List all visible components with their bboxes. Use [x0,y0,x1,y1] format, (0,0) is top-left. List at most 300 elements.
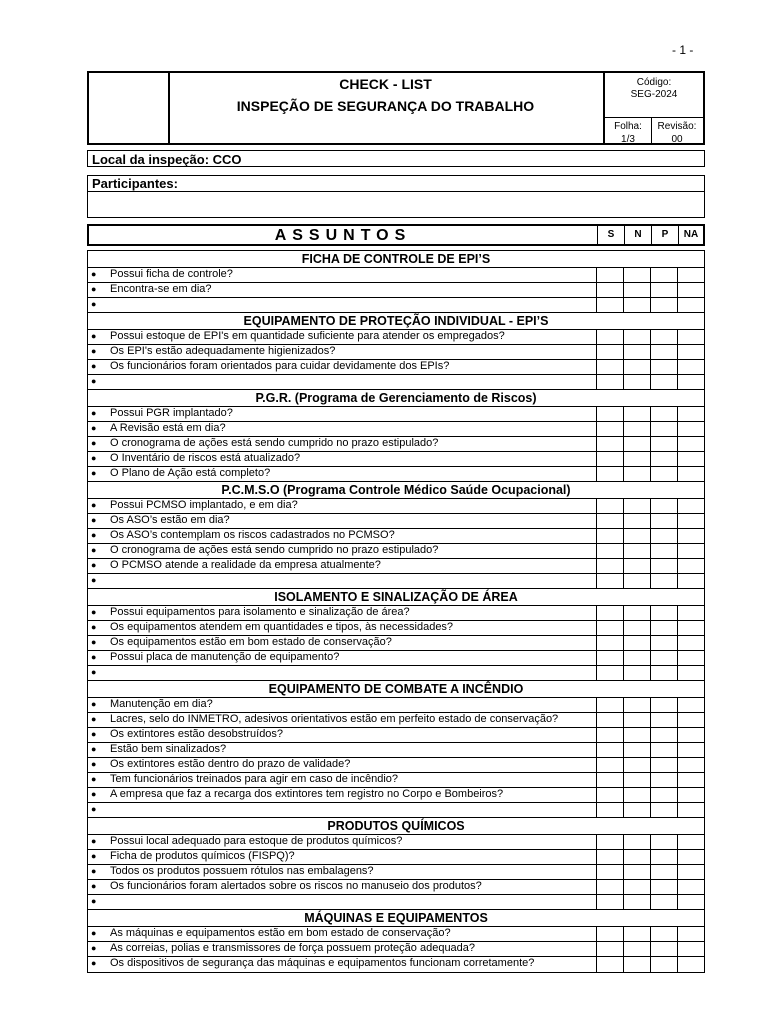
answer-cell-p[interactable] [650,452,677,466]
checklist-row [88,957,704,972]
answer-cell-p[interactable] [650,283,677,297]
answer-cell-n[interactable] [623,360,650,374]
answer-cell-p[interactable] [650,803,677,817]
answer-cell-na[interactable] [677,850,704,864]
checklist-row [88,865,704,880]
checklist-question: O PCMSO atende a realidade da empresa atualmente? [110,559,381,571]
answer-cell-p[interactable] [650,621,677,635]
section-header [88,589,704,606]
codigo-label: Código: [636,77,672,88]
bullet-icon: ● [91,331,97,341]
checklist-question: Os ASO’s estão em dia? [110,514,230,526]
bullet-icon: ● [91,943,97,953]
checklist-row [88,942,704,957]
answer-cell-n[interactable] [623,298,650,312]
checklist-question: Encontra-se em dia? [110,283,212,295]
checklist-question: O Inventário de riscos está atualizado? [110,452,301,464]
answer-cell-p[interactable] [650,636,677,650]
bullet-icon: ● [91,361,97,371]
assuntos-title: ASSUNTOS [274,227,412,244]
answer-cell-na[interactable] [677,651,704,665]
answer-cell-s[interactable] [596,621,623,635]
answer-cell-n[interactable] [623,621,650,635]
answer-cell-n[interactable] [623,728,650,742]
bullet-icon: ● [91,851,97,861]
checklist-question: Os funcionários foram orientados para cuidar devidamente dos EPIs? [110,360,450,372]
bullet-icon: ● [91,759,97,769]
answer-cell-n[interactable] [623,651,650,665]
checklist-question: O cronograma de ações está sendo cumprido no prazo estipulado? [110,544,439,556]
answer-cell-s[interactable] [596,407,623,421]
checklist-row [88,452,704,467]
answer-cell-n[interactable] [623,529,650,543]
answer-cell-p[interactable] [650,514,677,528]
bullet-icon: ● [91,423,97,433]
answer-cell-s[interactable] [596,927,623,941]
answer-cell-na[interactable] [677,330,704,344]
answer-cell-na[interactable] [677,698,704,712]
bullet-icon: ● [91,866,97,876]
answer-cell-na[interactable] [677,666,704,680]
section-title: FICHA DE CONTROLE DE EPI’S [301,252,491,266]
column-header-p: P [651,226,678,244]
checklist-row [88,621,704,636]
answer-cell-n[interactable] [623,850,650,864]
section-header [88,482,704,499]
checklist-question: Os extintores estão dentro do prazo de validade? [110,758,351,770]
answer-cell-s[interactable] [596,803,623,817]
answer-cell-p[interactable] [650,957,677,972]
checklist-question: Os ASO’s contemplam os riscos cadastrados no PCMSO? [110,529,395,541]
assuntos-header [87,224,705,246]
bullet-icon: ● [91,530,97,540]
answer-cell-p[interactable] [650,544,677,558]
title-line-2: INSPEÇÃO DE SEGURANÇA DO TRABALHO [236,98,535,114]
document-meta [603,73,703,143]
checklist-table [87,250,705,973]
checklist-question: As máquinas e equipamentos estão em bom estado de conservação? [110,927,451,939]
bullet-icon: ● [91,453,97,463]
bullet-icon: ● [91,652,97,662]
bullet-icon: ● [91,545,97,555]
checklist-row [88,758,704,773]
answer-cell-n[interactable] [623,835,650,849]
checklist-question: O Plano de Ação está completo? [110,467,271,479]
checklist-row [88,666,704,681]
checklist-question: Todos os produtos possuem rótulos nas embalagens? [110,865,374,877]
checklist-row [88,728,704,743]
checklist-question: As correias, polias e transmissores de força possuem proteção adequada? [110,942,476,954]
checklist-question: Os dispositivos de segurança das máquinas e equipamentos funcionam corretamente? [110,957,535,969]
answer-cell-n[interactable] [623,559,650,573]
answer-cell-s[interactable] [596,850,623,864]
answer-cell-n[interactable] [623,574,650,588]
section-header [88,818,704,835]
bullet-icon: ● [91,804,97,814]
checklist-row [88,407,704,422]
answer-cell-p[interactable] [650,422,677,436]
document-header [87,71,705,145]
answer-cell-na[interactable] [677,621,704,635]
checklist-row [88,788,704,803]
answer-cell-p[interactable] [650,835,677,849]
checklist-row [88,880,704,895]
answer-cell-n[interactable] [623,544,650,558]
title-line-1: CHECK - LIST [339,76,432,92]
answer-cell-na[interactable] [677,268,704,282]
answer-cell-s[interactable] [596,437,623,451]
bullet-icon: ● [91,729,97,739]
answer-cell-n[interactable] [623,743,650,757]
section-header [88,910,704,927]
checklist-row [88,606,704,621]
bullet-icon: ● [91,346,97,356]
answer-cell-s[interactable] [596,728,623,742]
bullet-icon: ● [91,607,97,617]
answer-cell-na[interactable] [677,773,704,787]
answer-cell-na[interactable] [677,713,704,727]
answer-cell-p[interactable] [650,880,677,894]
answer-cell-na[interactable] [677,559,704,573]
answer-cell-p[interactable] [650,268,677,282]
answer-cell-n[interactable] [623,788,650,802]
checklist-row [88,529,704,544]
section-title: MÁQUINAS E EQUIPAMENTOS [304,911,488,925]
checklist-question: Os equipamentos estão em bom estado de conservação? [110,636,392,648]
answer-cell-p[interactable] [650,788,677,802]
answer-cell-n[interactable] [623,283,650,297]
answer-cell-na[interactable] [677,467,704,481]
answer-cell-s[interactable] [596,606,623,620]
bullet-icon: ● [91,958,97,968]
answer-cell-p[interactable] [650,437,677,451]
answer-cell-s[interactable] [596,743,623,757]
section-title: P.G.R. (Programa de Gerenciamento de Riscos) [255,391,537,405]
checklist-row [88,636,704,651]
answer-cell-s[interactable] [596,298,623,312]
answer-cell-p[interactable] [650,743,677,757]
answer-cell-s[interactable] [596,559,623,573]
checklist-question: Os funcionários foram alertados sobre os riscos no manuseio dos produtos? [110,880,482,892]
answer-cell-p[interactable] [650,758,677,772]
answer-cell-p[interactable] [650,529,677,543]
checklist-row [88,773,704,788]
answer-cell-na[interactable] [677,422,704,436]
bullet-icon: ● [91,284,97,294]
section-title: ISOLAMENTO E SINALIZAÇÃO DE ÁREA [274,590,518,604]
revisao-cell [651,117,703,143]
checklist-row [88,298,704,313]
section-title: PRODUTOS QUÍMICOS [327,819,465,833]
answer-cell-p[interactable] [650,499,677,513]
codigo-value: SEG-2024 [630,89,678,100]
answer-cell-s[interactable] [596,957,623,972]
checklist-question: A Revisão está em dia? [110,422,226,434]
document-title [168,73,603,143]
answer-cell-p[interactable] [650,850,677,864]
checklist-row [88,437,704,452]
checklist-row [88,835,704,850]
checklist-question: Possui estoque de EPI's em quantidade suficiente para atender os empregados? [110,330,505,342]
answer-cell-na[interactable] [677,283,704,297]
answer-cell-p[interactable] [650,895,677,909]
bullet-icon: ● [91,774,97,784]
answer-cell-n[interactable] [623,713,650,727]
answer-cell-n[interactable] [623,927,650,941]
folha-cell [605,117,652,143]
checklist-question: Tem funcionários treinados para agir em caso de incêndio? [110,773,398,785]
column-header-s: S [597,226,624,244]
bullet-icon: ● [91,928,97,938]
answer-cell-na[interactable] [677,407,704,421]
answer-cell-na[interactable] [677,298,704,312]
checklist-row [88,803,704,818]
answer-cell-n[interactable] [623,698,650,712]
answer-cell-p[interactable] [650,574,677,588]
bullet-icon: ● [91,515,97,525]
answer-cell-s[interactable] [596,360,623,374]
answer-cell-n[interactable] [623,437,650,451]
checklist-question: Os equipamentos atendem em quantidades e tipos, às necessidades? [110,621,454,633]
answer-cell-s[interactable] [596,666,623,680]
answer-cell-p[interactable] [650,375,677,389]
column-header-n: N [624,226,651,244]
answer-cell-n[interactable] [623,407,650,421]
participants-label: Participantes: [92,176,178,191]
answer-cell-na[interactable] [677,345,704,359]
bullet-icon: ● [91,836,97,846]
answer-cell-na[interactable] [677,728,704,742]
answer-cell-na[interactable] [677,957,704,972]
checklist-question: Ficha de produtos químicos (FISPQ)? [110,850,295,862]
answer-cell-na[interactable] [677,574,704,588]
codigo-cell [605,73,703,118]
answer-cell-na[interactable] [677,544,704,558]
bullet-icon: ● [91,299,97,309]
answer-cell-p[interactable] [650,407,677,421]
answer-cell-n[interactable] [623,895,650,909]
answer-cell-na[interactable] [677,758,704,772]
answer-cell-n[interactable] [623,957,650,972]
answer-cell-n[interactable] [623,865,650,879]
answer-cell-n[interactable] [623,375,650,389]
folha-label: Folha: [614,121,642,132]
answer-cell-na[interactable] [677,803,704,817]
answer-cell-s[interactable] [596,865,623,879]
answer-cell-s[interactable] [596,835,623,849]
answer-cell-s[interactable] [596,283,623,297]
answer-cell-na[interactable] [677,499,704,513]
bullet-icon: ● [91,438,97,448]
checklist-question: Manutenção em dia? [110,698,213,710]
answer-cell-p[interactable] [650,345,677,359]
checklist-row [88,514,704,529]
bullet-icon: ● [91,468,97,478]
checklist-row [88,743,704,758]
revisao-label: Revisão: [657,121,697,132]
bullet-icon: ● [91,560,97,570]
checklist-row [88,283,704,298]
answer-cell-s[interactable] [596,499,623,513]
local-field[interactable]: Local da inspeção: CCO [87,150,705,167]
answer-cell-s[interactable] [596,895,623,909]
checklist-question: Possui placa de manutenção de equipamento? [110,651,340,663]
checklist-row [88,574,704,589]
answer-cell-s[interactable] [596,422,623,436]
answer-cell-na[interactable] [677,895,704,909]
bullet-icon: ● [91,500,97,510]
bullet-icon: ● [91,714,97,724]
bullet-icon: ● [91,575,97,585]
checklist-question: Estão bem sinalizados? [110,743,227,755]
section-header [88,681,704,698]
answer-cell-na[interactable] [677,452,704,466]
checklist-row [88,713,704,728]
answer-cell-s[interactable] [596,345,623,359]
answer-cell-p[interactable] [650,927,677,941]
checklist-row [88,698,704,713]
section-title: P.C.M.S.O (Programa Controle Médico Saúde Ocupacional) [221,483,571,497]
answer-cell-p[interactable] [650,360,677,374]
bullet-icon: ● [91,744,97,754]
answer-cell-s[interactable] [596,574,623,588]
bullet-icon: ● [91,667,97,677]
answer-cell-n[interactable] [623,268,650,282]
answer-cell-s[interactable] [596,268,623,282]
answer-cell-s[interactable] [596,788,623,802]
page-number: - 1 - [672,43,694,57]
answer-cell-n[interactable] [623,606,650,620]
section-header [88,251,704,268]
answer-cell-n[interactable] [623,666,650,680]
column-header-na: NA [678,226,703,244]
answer-cell-p[interactable] [650,773,677,787]
answer-cell-s[interactable] [596,467,623,481]
answer-cell-na[interactable] [677,743,704,757]
answer-cell-na[interactable] [677,375,704,389]
checklist-question: Possui equipamentos para isolamento e sinalização de área? [110,606,410,618]
answer-cell-n[interactable] [623,422,650,436]
answer-cell-p[interactable] [650,651,677,665]
checklist-row [88,850,704,865]
answer-cell-n[interactable] [623,452,650,466]
participants-divider [88,191,704,192]
bullet-icon: ● [91,881,97,891]
answer-cell-p[interactable] [650,666,677,680]
answer-cell-s[interactable] [596,544,623,558]
section-header [88,313,704,330]
answer-cell-n[interactable] [623,636,650,650]
checklist-row [88,375,704,390]
checklist-row [88,651,704,666]
bullet-icon: ● [91,699,97,709]
answer-cell-n[interactable] [623,467,650,481]
bullet-icon: ● [91,376,97,386]
bullet-icon: ● [91,637,97,647]
answer-cell-p[interactable] [650,728,677,742]
answer-cell-na[interactable] [677,636,704,650]
answer-cell-p[interactable] [650,606,677,620]
answer-cell-n[interactable] [623,942,650,956]
answer-cell-n[interactable] [623,758,650,772]
answer-cell-n[interactable] [623,880,650,894]
checklist-row [88,499,704,514]
answer-cell-s[interactable] [596,330,623,344]
answer-cell-s[interactable] [596,375,623,389]
answer-cell-s[interactable] [596,713,623,727]
answer-cell-s[interactable] [596,636,623,650]
answer-cell-s[interactable] [596,942,623,956]
answer-cell-na[interactable] [677,835,704,849]
answer-cell-s[interactable] [596,651,623,665]
bullet-icon: ● [91,622,97,632]
checklist-question: Lacres, selo do INMETRO, adesivos orientativos estão em perfeito estado de conservação? [110,713,559,725]
answer-cell-n[interactable] [623,345,650,359]
answer-cell-na[interactable] [677,865,704,879]
answer-cell-s[interactable] [596,529,623,543]
checklist-question: Os EPI's estão adequadamente higienizados? [110,345,336,357]
answer-cell-na[interactable] [677,437,704,451]
answer-cell-p[interactable] [650,698,677,712]
participants-field[interactable] [87,175,705,218]
answer-cell-p[interactable] [650,298,677,312]
checklist-question: O cronograma de ações está sendo cumprido no prazo estipulado? [110,437,439,449]
answer-cell-s[interactable] [596,758,623,772]
answer-cell-s[interactable] [596,452,623,466]
bullet-icon: ● [91,408,97,418]
answer-cell-na[interactable] [677,529,704,543]
answer-cell-n[interactable] [623,499,650,513]
checklist-row [88,345,704,360]
answer-cell-p[interactable] [650,942,677,956]
answer-cell-na[interactable] [677,514,704,528]
checklist-row [88,895,704,910]
answer-cell-na[interactable] [677,606,704,620]
checklist-question: A empresa que faz a recarga dos extintores tem registro no Corpo e Bombeiros? [110,788,504,800]
answer-cell-na[interactable] [677,942,704,956]
answer-cell-p[interactable] [650,467,677,481]
bullet-icon: ● [91,269,97,279]
checklist-row [88,927,704,942]
answer-cell-na[interactable] [677,360,704,374]
answer-cell-s[interactable] [596,698,623,712]
answer-cell-n[interactable] [623,514,650,528]
answer-cell-s[interactable] [596,773,623,787]
answer-cell-n[interactable] [623,803,650,817]
answer-cell-n[interactable] [623,330,650,344]
bullet-icon: ● [91,896,97,906]
checklist-question: Possui PCMSO implantado, e em dia? [110,499,298,511]
answer-cell-s[interactable] [596,514,623,528]
answer-cell-p[interactable] [650,559,677,573]
answer-cell-s[interactable] [596,880,623,894]
answer-cell-p[interactable] [650,865,677,879]
checklist-row [88,422,704,437]
checklist-question: Possui local adequado para estoque de produtos químicos? [110,835,403,847]
checklist-row [88,467,704,482]
answer-cell-na[interactable] [677,927,704,941]
revisao-value: 00 [671,134,683,145]
answer-cell-n[interactable] [623,773,650,787]
answer-cell-p[interactable] [650,330,677,344]
section-title: EQUIPAMENTO DE PROTEÇÃO INDIVIDUAL - EPI’S [243,314,549,328]
answer-cell-p[interactable] [650,713,677,727]
checklist-row [88,559,704,574]
answer-cell-na[interactable] [677,880,704,894]
section-title: EQUIPAMENTO DE COMBATE A INCÊNDIO [268,682,524,696]
answer-cell-na[interactable] [677,788,704,802]
section-header [88,390,704,407]
